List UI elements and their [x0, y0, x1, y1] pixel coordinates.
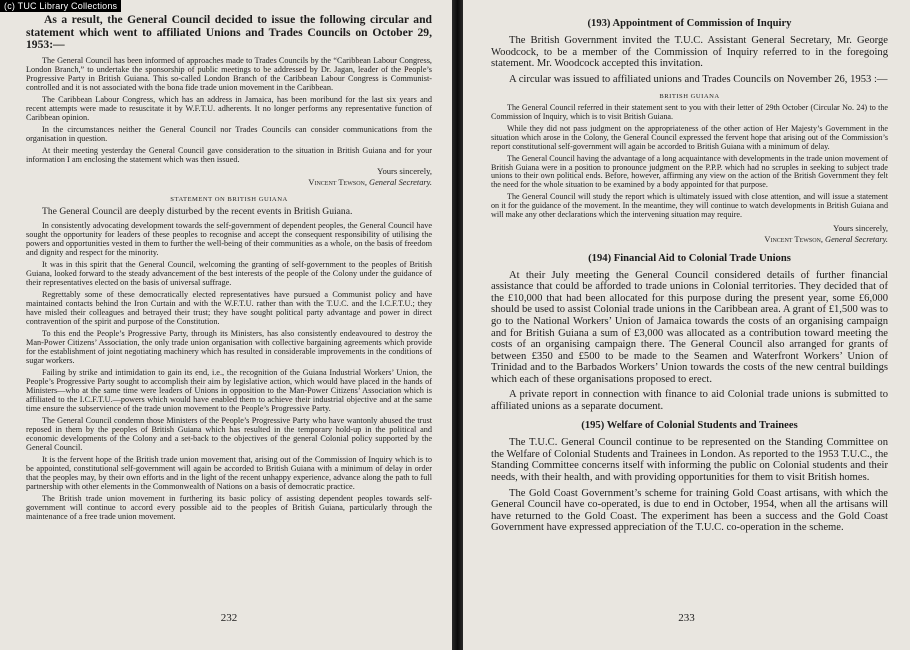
paragraph: The General Council has been informed of approaches made to Trades Councils by the “Caribbean Labour Congress, London Branch,” to undertake the sponsorship of public meetings to be addressed by Dr. Jagan, leader of the People’s Progressive Party in British Guiana. This so-called London Branch of the Caribbean Labour Congress is Communist-controlled and it is not associated with the bona fide trade union movement in the Caribbean. [26, 55, 432, 92]
statement-paragraph: Regrettably some of these democratically elected representatives have pursued a Communist policy and have maintained contacts behind the Iron Curtain and with the W.F.T.U. rather than with the T.U.C. and the I.C.F.T.U.; they have misled their colleagues and betrayed their trust; they have sought political party advantage and power in direct contravention of the spirit and purpose of the Constitution. [26, 289, 432, 326]
statement-paragraph: Failing by strike and intimidation to gain its end, i.e., the recognition of the Guiana Industrial Workers’ Union, the People’s Progressive Party sought to accomplish their aim by legislative action, which would have placed in the hands of Ministers—who at the same time were leaders of Unions in opposition to the Man-Power Citizens’ Association which is affiliated to the I.C.F.T.U.—powers which would have enabled them to achieve their industrial objective and at the same time ensure the subservience of the trade union movement to the People’s Progressive Party. [26, 367, 432, 413]
paragraph: A circular was issued to affiliated unions and Trades Councils on November 26, 1953 :— [509, 73, 888, 85]
section-title: (194) Financial Aid to Colonial Trade Unions [588, 252, 791, 264]
closing: Yours sincerely, [833, 222, 888, 233]
circular-paragraph: The General Council having the advantage of a long acquaintance with developments in the trade union movement of British Guiana were in a position to pronounce judgment on the P.P.P. which had no scruples in seeking to subject trade unions to their own political ends. Before, however, affirming any view on the action of the British Government they felt the need for the whole situation to be examined by a body appointed for that purpose. [491, 153, 888, 190]
statement-heading: STATEMENT ON BRITISH GUIANA [170, 196, 288, 204]
signature-line [26, 177, 432, 188]
paragraph: At their meeting yesterday the General Council gave consideration to the situation in British Guiana and for your information I am enclosing the statement which was then issued. [26, 145, 432, 164]
statement-paragraph: To this end the People’s Progressive Party, through its Ministers, has also consistently endeavoured to destroy the Man-Power Citizens’ Association, the only trade union organisation with collective bargaining agreements which provide for the establishment of joint negotiating machinery which has resulted in considerable improvements in the conditions of sugar workers. [26, 328, 432, 365]
statement-paragraph: It is the fervent hope of the British trade union movement that, arising out of the Commission of Inquiry which is to be appointed, constitutional self-government will again be accorded to British Guiana with a minimum of delay in order that the peoples may, by their own efforts and in the light of the recent unhappy experience, advance along the path to full partnership with other elements in the Commonwealth of Nations on a basis of democratic practice. [26, 454, 432, 491]
section-title: (195) Welfare of Colonial Students and Trainees [581, 420, 798, 432]
signatory-name: Vincent Tewson, [308, 178, 367, 188]
signatory-title: General Secretary. [369, 178, 432, 188]
page-number: 233 [678, 612, 695, 624]
paragraph: In the circumstances neither the General Council nor Trades Councils can consider communications from the organisation in question. [26, 124, 432, 143]
page-number: 232 [220, 612, 238, 624]
statement-paragraph: The General Council condemn those Ministers of the People’s Progressive Party who have wantonly abused the trust reposed in them by the peoples of British Guiana which has resulted in the temporary hold-up in the political and economic developments of the Colony and a set-back to the objectives of the general Colonial policy supported by the General Council. [26, 415, 432, 452]
watermark: (c) TUC Library Collections [0, 0, 121, 12]
paragraph: The T.U.C. General Council continue to be represented on the Standing Committee on the Welfare of Colonial Students and Trainees in London. As reported to the 1953 T.U.C., the Standing Committee concerns itself with informing the public on Colonial students and their needs, with their health, and with providing opportunities for them to visit British homes. [491, 437, 888, 484]
paragraph: The Gold Coast Government’s scheme for training Gold Coast artisans, with which the General Council have co-operated, is due to end in October, 1954, when all the artisans will have returned to the Gold Coast. The experiment has been a success and the Gold Coast Government have expressed appreciation of the T.U.C. co-operation in the scheme. [491, 487, 888, 534]
paragraph: A private report in connection with finance to aid Colonial trade unions is submitted to affiliated unions as a separate document. [491, 389, 888, 412]
book-gutter [452, 0, 463, 650]
right-page [463, 0, 910, 650]
statement-paragraph: It was in this spirit that the General Council, welcoming the granting of self-government to the peoples of British Guiana, looked forward to the steady advancement of the best interests of the people of the Colony under the guidance of their representatives elected on the basis of universal suffrage. [26, 259, 432, 287]
signature-line [491, 234, 888, 245]
signatory-title: General Secretary. [825, 234, 888, 244]
paragraph: The British Government invited the T.U.C. Assistant General Secretary, Mr. George Woodcock, to be a member of the Commission of Inquiry referred to in the foregoing statement. Mr. Woodcock accepted this invitation. [491, 35, 888, 70]
paragraph: At their July meeting the General Council considered details of further financial assistance that could be afforded to trade unions in Colonial territories. They decided that of the £10,000 that had been allocated for this purpose during the present year, some £6,000 should be used to assist Colonial trade unions in the Caribbean area. A grant of £1,500 was to go to the National Workers’ Union of Jamaica towards the costs of an organising campaign and for British Guiana a sum of £3,000 was allocated as a contribution toward meeting the costs of an organising campaign there. The General Council also arranged for grants of between £350 and £500 to be made to the Seamen and Waterfront Workers’ Union of Trinidad and to the Barbados Workers’ Union towards the costs of the new central buildings which each of these organisations proposed to erect. [491, 269, 888, 385]
paragraph: The Caribbean Labour Congress, which has an address in Jamaica, has been moribund for the last six years and recent attempts were made to resuscitate it by W.F.T.U. adherents. It no longer performs any representative function of Caribbean opinion. [26, 94, 432, 122]
signatory-name: Vincent Tewson, [764, 234, 823, 244]
circular-heading: BRITISH GUIANA [659, 93, 720, 101]
closing: Yours sincerely, [377, 166, 432, 177]
statement-paragraph: The British trade union movement in furthering its basic policy of assisting dependent peoples towards self-government will continue to accord every possible aid to the peoples of British Guiana, particularly through the maintenance of a free trade union movement. [26, 493, 432, 521]
statement-lead: The General Council are deeply disturbed by the recent events in British Guiana. [42, 206, 353, 218]
circular-paragraph: The General Council will study the report which is ultimately issued with close attention, and will issue a statement on it for the guidance of the movement. In the meantime, they will continue to watch developments in British Guiana and will make any other declarations which the intervening situation may require. [491, 192, 888, 220]
section-title: (193) Appointment of Commission of Inquiry [587, 18, 792, 29]
circular-paragraph: While they did not pass judgment on the appropriateness of the other action of Her Majesty’s Government in the situation which arose in the Colony, the General Council expressed the fervent hope that arising out of the Commission’s report constitutional self-government will again be accorded to British Guiana with a minimum of delay. [491, 123, 888, 151]
left-page [0, 0, 452, 650]
intro-paragraph: As a result, the General Council decided to issue the following circular and statement which went to affiliated Unions and Trades Councils on October 29, 1953:— [26, 13, 432, 52]
statement-paragraph: In consistently advocating development towards the self-government of dependent peoples, the General Council have sought the opportunity for leaders of these peoples to recognise and accept the consequent responsibility of utilising the powers and opportunities vested in them to further the well-being of their communities as a whole, on the basis of freedom and dignity and respect for the minority. [26, 220, 432, 257]
circular-paragraph: The General Council referred in their statement sent to you with their letter of 29th October (Circular No. 24) to the Commission of Inquiry, which is to visit British Guiana. [491, 103, 888, 122]
